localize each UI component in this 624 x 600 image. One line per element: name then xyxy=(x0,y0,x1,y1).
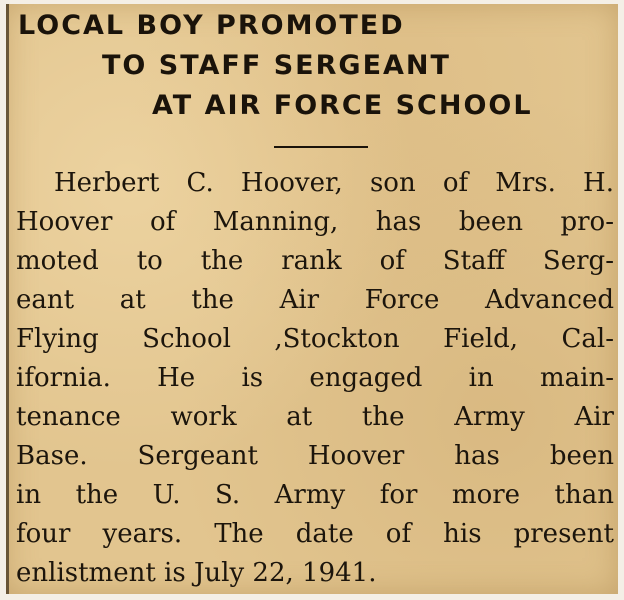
headline-line-2: TO STAFF SERGEANT xyxy=(102,50,451,81)
article-line: Flying School ,Stockton Field, Cal- xyxy=(16,324,614,354)
article-line: Base. Sergeant Hoover has been xyxy=(16,441,614,471)
article-body xyxy=(16,164,614,593)
newspaper-clipping xyxy=(6,4,618,594)
headline-line-3: AT AIR FORCE SCHOOL xyxy=(152,90,533,121)
article-line: in the U. S. Army for more than xyxy=(16,480,614,510)
article-line: Hoover of Manning, has been pro- xyxy=(16,207,614,237)
headline-divider xyxy=(274,146,368,148)
article-line: enlistment is July 22, 1941. xyxy=(16,558,377,588)
article-line: four years. The date of his present xyxy=(16,519,614,549)
article-line: Herbert C. Hoover, son of Mrs. H. xyxy=(54,168,614,198)
headline-line-1: LOCAL BOY PROMOTED xyxy=(18,10,405,41)
article-line: ifornia. He is engaged in main- xyxy=(16,363,614,393)
article-line: moted to the rank of Staff Serg- xyxy=(16,246,614,276)
article-line: tenance work at the Army Air xyxy=(16,402,614,432)
column-edge-line xyxy=(6,4,9,594)
article-line: eant at the Air Force Advanced xyxy=(16,285,614,315)
